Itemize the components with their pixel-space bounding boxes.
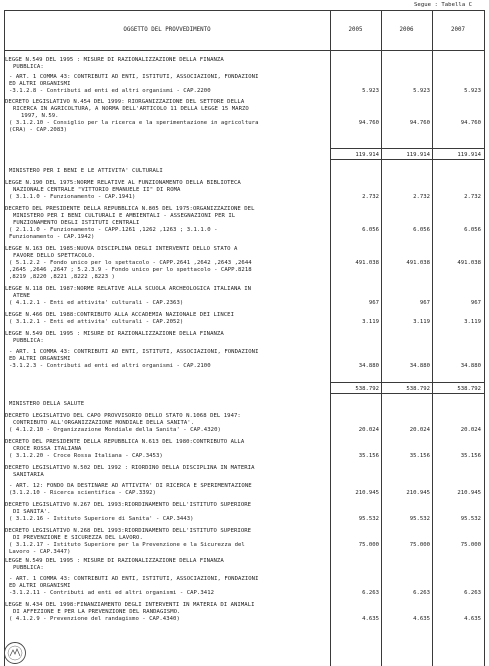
column-header-year: 2007 [451, 27, 465, 33]
column-header-year: 2006 [399, 27, 414, 33]
amount-cell: 4.635 [362, 616, 379, 622]
row-text: 1997, N.59. [21, 113, 59, 119]
amount-cell: 20.024 [358, 427, 379, 433]
row-text: DECRETO DEL PRESIDENTE DELLA REPUBBLICA N.805 DEL 1975:ORGANIZZAZIONE DEL [5, 206, 255, 212]
row-text: ATENE [13, 293, 31, 299]
row-text: LEGGE N.190 DEL 1975:NORME RELATIVE AL FUNZIONAMENTO DELLA BIBLIOTECA [5, 180, 241, 186]
subtotal-rule [330, 382, 484, 383]
row-text: MINISTERO PER I BENI E LE ATTIVITA' CULTURALI [9, 168, 163, 174]
row-text: FAVORE DELLO SPETTACOLO. [13, 253, 96, 259]
column-header-description: OGGETTO DEL PROVVEDIMENTO [123, 27, 211, 33]
amount-cell: 967 [419, 300, 430, 306]
amount-cell: 75.000 [460, 542, 481, 548]
amount-cell: 95.532 [409, 516, 430, 522]
row-text: - ART. 1 COMMA 43: CONTRIBUTI AD ENTI, ISTITUTI, ASSOCIAZIONI, FONDAZIONI [9, 74, 259, 80]
row-text: NAZIONALE CENTRALE "VITTORIO EMANUELE II" DI ROMA [13, 187, 181, 193]
row-text: - ART. 12: FONDO DA DESTINARE AD ATTIVITA' DI RICERCA E SPERIMENTAZIONE [9, 483, 252, 489]
amount-cell: 5.923 [362, 88, 379, 94]
amount-cell: 35.156 [460, 453, 481, 459]
amount-cell: 2.732 [362, 194, 379, 200]
row-text: Lavoro - CAP.3447) [9, 549, 71, 555]
row-text: - ART. 1 COMMA 43: CONTRIBUTI AD ENTI, ISTITUTI, ASSOCIAZIONI, FONDAZIONI [9, 349, 259, 355]
amount-cell: 210.945 [406, 490, 430, 496]
row-text: ,2645 ,2646 ,2647 ; 5.2.3.9 - Fondo unico per lo spettacolo - CAPP.8218 [9, 267, 252, 273]
subtotal-rule [330, 159, 484, 160]
official-stamp [3, 641, 27, 665]
row-text: LEGGE N.549 DEL 1995 : MISURE DI RAZIONALIZZAZIONE DELLA FINANZA [5, 558, 224, 564]
row-text: -3.1.2.11 - Contributi ad enti ed altri organismi - CAP.3412 [9, 590, 215, 596]
column-header-year: 2005 [348, 27, 363, 33]
column-divider [432, 10, 433, 666]
row-text: DECRETO LEGISLATIVO N.454 DEL 1999: RIORGANIZZAZIONE DEL SETTORE DELLA [5, 99, 245, 105]
amount-cell: 35.156 [409, 453, 430, 459]
column-divider [330, 10, 331, 666]
row-text: ( 3.1.2.16 - Istituto Superiore di Sanita' - CAP.3443) [9, 516, 194, 522]
row-text: DI PREVENZIONE E SICUREZZA DEL LAVORO. [13, 535, 143, 541]
amount-cell: 3.119 [464, 319, 481, 325]
row-text: MINISTERO DELLA SALUTE [9, 401, 85, 407]
amount-cell: 94.760 [460, 120, 481, 126]
amount-cell: 491.038 [355, 260, 379, 266]
table-right-rule [484, 10, 485, 666]
row-text: ( 2.1.1.0 - Funzionamento - CAPP.1261 ,1262 ,1263 ; 3.1.1.0 - [9, 227, 218, 233]
amount-cell: 6.263 [464, 590, 481, 596]
row-text: (CRA) - CAP.2083) [9, 127, 68, 133]
row-text: DECRETO LEGISLATIVO N.502 DEL 1992 : RIORDINO DELLA DISCIPLINA IN MATERIA [5, 465, 255, 471]
row-text: (3.1.2.10 - Ricerca scientifica - CAP.3392) [9, 490, 156, 496]
amount-cell: 95.532 [358, 516, 379, 522]
table-left-rule [4, 10, 5, 666]
amount-cell: 119.914 [457, 152, 481, 158]
row-text: ,8219 ,8220 ,8221 ,8222 ,8223 ) [9, 274, 115, 280]
row-text: DECRETO DEL PRESIDENTE DELLA REPUBBLICA N.613 DEL 1980:CONTRIBUTO ALLA [5, 439, 245, 445]
page-tag: Segue : Tabella C [414, 2, 473, 8]
amount-cell: 967 [368, 300, 379, 306]
row-text: ( 3.1.2.10 - Consiglio per la ricerca e la sperimentazione in agricoltura [9, 120, 259, 126]
amount-cell: 210.945 [355, 490, 379, 496]
amount-cell: 94.760 [409, 120, 430, 126]
row-text: -3.1.2.3 - Contributi ad enti ed altri organismi - CAP.2100 [9, 363, 211, 369]
table-top-rule [4, 10, 484, 11]
amount-cell: 538.792 [355, 386, 379, 392]
row-text: ( 4.1.2.10 - Organizzazione Mondiale della Sanita' - CAP.4320) [9, 427, 221, 433]
amount-cell: 35.156 [358, 453, 379, 459]
amount-cell: 95.532 [460, 516, 481, 522]
amount-cell: 5.923 [413, 88, 430, 94]
amount-cell: 210.945 [457, 490, 481, 496]
amount-cell: 34.880 [358, 363, 379, 369]
row-text: FUNZIONAMENTO DEGLI ISTITUTI CENTRALI [13, 220, 140, 226]
amount-cell: 491.038 [406, 260, 430, 266]
row-text: ( 4.1.2.1 - Enti ed attivita' culturali - CAP.2363) [9, 300, 184, 306]
subtotal-rule [330, 148, 484, 149]
row-text: DECRETO LEGISLATIVO DEL CAPO PROVVISORIO DELLO STATO N.1068 DEL 1947: [5, 413, 241, 419]
amount-cell: 6.056 [413, 227, 430, 233]
row-text: SANITARIA [13, 472, 44, 478]
row-text: MINISTERO PER I BENI CULTURALI E AMBIENTALI - ASSEGNAZIONI PER IL [13, 213, 236, 219]
row-text: ( 5.1.2.2 - Fondo unico per lo spettacolo - CAPP.2641 ,2642 ,2643 ,2644 [9, 260, 252, 266]
amount-cell: 75.000 [358, 542, 379, 548]
row-text: ( 3.1.2.17 - Istituto Superiore per la Prevenzione e la Sicurezza del [9, 542, 245, 548]
row-text: PUBBLICA: [13, 64, 44, 70]
amount-cell: 4.635 [413, 616, 430, 622]
row-text: LEGGE N.118 DEL 1987:NORME RELATIVE ALLA SCUOLA ARCHEOLOGICA ITALIANA IN [5, 286, 252, 292]
row-text: ED ALTRI ORGANISMI [9, 583, 71, 589]
amount-cell: 119.914 [406, 152, 430, 158]
amount-cell: 967 [470, 300, 481, 306]
amount-cell: 5.923 [464, 88, 481, 94]
row-text: DI AFFEZIONE E PER LA PREVENZIONE DEL RANDAGISMO. [13, 609, 181, 615]
amount-cell: 94.760 [358, 120, 379, 126]
row-text: - ART. 1 COMMA 43: CONTRIBUTI AD ENTI, ISTITUTI, ASSOCIAZIONI, FONDAZIONI [9, 576, 259, 582]
row-text: ED ALTRI ORGANISMI [9, 356, 71, 362]
amount-cell: 34.880 [409, 363, 430, 369]
amount-cell: 20.024 [409, 427, 430, 433]
amount-cell: 119.914 [355, 152, 379, 158]
row-text: ( 3.1.2.1 - Enti ed attivita' culturali - CAP.2052) [9, 319, 184, 325]
amount-cell: 3.119 [362, 319, 379, 325]
row-text: CROCE ROSSA ITALIANA [13, 446, 82, 452]
row-text: LEGGE N.549 DEL 1995 : MISURE DI RAZIONALIZZAZIONE DELLA FINANZA [5, 331, 224, 337]
row-text: ED ALTRI ORGANISMI [9, 81, 71, 87]
row-text: RICERCA IN AGRICOLTURA, A NORMA DELL'ARTICOLO 11 DELLA LEGGE 15 MARZO [13, 106, 249, 112]
row-text: ( 3.1.1.0 - Funzionamento - CAP.1941) [9, 194, 136, 200]
row-text: Funzionamento - CAP.1942) [9, 234, 95, 240]
row-text: PUBBLICA: [13, 565, 44, 571]
amount-cell: 538.792 [457, 386, 481, 392]
amount-cell: 2.732 [413, 194, 430, 200]
amount-cell: 4.635 [464, 616, 481, 622]
row-text: DECRETO LEGISLATIVO N.268 DEL 1993:RIORDINAMENTO DELL'ISTITUTO SUPERIORE [5, 528, 252, 534]
amount-cell: 6.263 [362, 590, 379, 596]
row-text: CONTRIBUTO ALL'ORGANIZZAZIONE MONDIALE DELLA SANITA'. [13, 420, 195, 426]
row-text: -3.1.2.8 - Contributi ad enti ed altri organismi - CAP.2200 [9, 88, 211, 94]
column-divider [381, 10, 382, 666]
row-text: DI SANITA'. [13, 509, 51, 515]
row-text: LEGGE N.466 DEL 1988:CONTRIBUTO ALLA ACCADEMIA NAZIONALE DEI LINCEI [5, 312, 234, 318]
amount-cell: 6.056 [464, 227, 481, 233]
row-text: LEGGE N.163 DEL 1985:NUOVA DISCIPLINA DEGLI INTERVENTI DELLO STATO A [5, 246, 238, 252]
amount-cell: 538.792 [406, 386, 430, 392]
row-text: ( 4.1.2.9 - Prevenzione del randagismo - CAP.4340) [9, 616, 180, 622]
row-text: PUBBLICA: [13, 338, 44, 344]
amount-cell: 3.119 [413, 319, 430, 325]
amount-cell: 6.263 [413, 590, 430, 596]
amount-cell: 34.880 [460, 363, 481, 369]
amount-cell: 2.732 [464, 194, 481, 200]
amount-cell: 6.056 [362, 227, 379, 233]
amount-cell: 20.024 [460, 427, 481, 433]
subtotal-rule [330, 393, 484, 394]
header-bottom-rule [4, 50, 484, 51]
row-text: LEGGE N.434 DEL 1998:FINANZIAMENTO DEGLI INTERVENTI IN MATERIA DI ANIMALI [5, 602, 255, 608]
row-text: ( 3.1.2.20 - Croce Rossa Italiana - CAP.3453) [9, 453, 163, 459]
row-text: LEGGE N.549 DEL 1995 : MISURE DI RAZIONALIZZAZIONE DELLA FINANZA [5, 57, 224, 63]
amount-cell: 75.000 [409, 542, 430, 548]
row-text: DECRETO LEGISLATIVO N.267 DEL 1993:RIORDINAMENTO DELL'ISTITUTO SUPERIORE [5, 502, 252, 508]
amount-cell: 491.038 [457, 260, 481, 266]
